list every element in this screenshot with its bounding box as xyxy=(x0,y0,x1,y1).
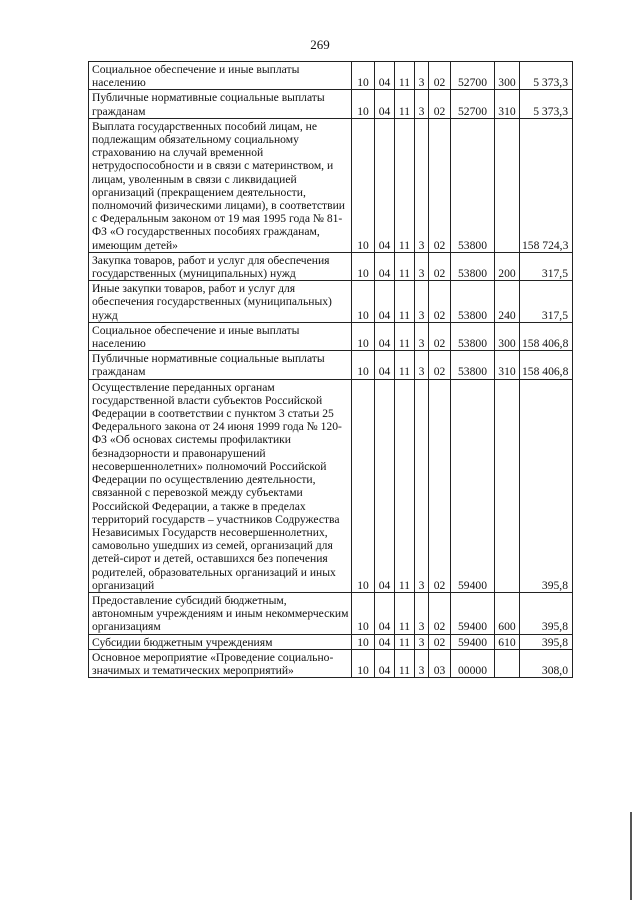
direction-code: 59400 xyxy=(451,379,495,592)
item-name: Публичные нормативные социальные выплаты гражданам xyxy=(92,352,325,379)
item-name: Предоставление субсидий бюджетным, автономным учреждениям и иным некоммерческим организациям xyxy=(92,593,349,634)
item-name: Основное мероприятие «Проведение социально-значимых и тематических мероприятий» xyxy=(92,650,334,677)
subsection-code: 04 xyxy=(375,281,395,323)
table-row xyxy=(89,90,573,118)
subprogram-code: 3 xyxy=(415,649,429,677)
direction-code: 52700 xyxy=(451,90,495,118)
section-code: 10 xyxy=(352,62,375,90)
item-name: Социальное обеспечение и иные выплаты населению xyxy=(92,63,300,90)
subprogram-code: 3 xyxy=(415,322,429,350)
expense-type-code xyxy=(495,118,520,252)
activity-code: 02 xyxy=(429,252,451,280)
table-row xyxy=(89,351,573,379)
activity-code: 02 xyxy=(429,351,451,379)
table-row xyxy=(89,592,573,634)
subsection-code: 04 xyxy=(375,62,395,90)
program-code: 11 xyxy=(395,379,415,592)
item-name: Социальное обеспечение и иные выплаты населению xyxy=(92,323,300,351)
program-code: 11 xyxy=(395,90,415,118)
amount-value: 158 406,8 xyxy=(520,351,573,379)
program-code: 11 xyxy=(395,118,415,252)
item-name-cell xyxy=(89,379,352,592)
table-row xyxy=(89,322,573,350)
subsection-code: 04 xyxy=(375,649,395,677)
program-code: 11 xyxy=(395,592,415,634)
page-number: 269 xyxy=(310,37,330,52)
item-name: Субсидии бюджетным учреждениям xyxy=(92,635,273,649)
amount-value: 317,5 xyxy=(520,252,573,280)
direction-code: 53800 xyxy=(451,351,495,379)
item-name-cell xyxy=(89,281,352,323)
expense-type-code: 300 xyxy=(495,62,520,90)
amount-value: 5 373,3 xyxy=(520,62,573,90)
subsection-code: 04 xyxy=(375,90,395,118)
program-code: 11 xyxy=(395,322,415,350)
direction-code: 53800 xyxy=(451,281,495,323)
section-code: 10 xyxy=(352,592,375,634)
direction-code: 59400 xyxy=(451,592,495,634)
expense-type-code: 300 xyxy=(495,322,520,350)
program-code: 11 xyxy=(395,351,415,379)
subprogram-code: 3 xyxy=(415,592,429,634)
subsection-code: 04 xyxy=(375,351,395,379)
expense-type-code xyxy=(495,379,520,592)
subprogram-code: 3 xyxy=(415,351,429,379)
subprogram-code: 3 xyxy=(415,62,429,90)
amount-value: 308,0 xyxy=(520,649,573,677)
direction-code: 00000 xyxy=(451,649,495,677)
table-row xyxy=(89,649,573,677)
activity-code: 03 xyxy=(429,649,451,677)
program-code: 11 xyxy=(395,281,415,323)
subsection-code: 04 xyxy=(375,592,395,634)
activity-code: 02 xyxy=(429,90,451,118)
activity-code: 02 xyxy=(429,62,451,90)
section-code: 10 xyxy=(352,379,375,592)
expense-type-code: 200 xyxy=(495,252,520,280)
subprogram-code: 3 xyxy=(415,252,429,280)
section-code: 10 xyxy=(352,351,375,379)
table-row xyxy=(89,252,573,280)
direction-code: 53800 xyxy=(451,252,495,280)
activity-code: 02 xyxy=(429,118,451,252)
amount-value: 158 406,8 xyxy=(520,322,573,350)
expense-type-code: 600 xyxy=(495,592,520,634)
expense-type-code: 310 xyxy=(495,90,520,118)
item-name-cell xyxy=(89,252,352,280)
item-name-cell xyxy=(89,90,352,118)
amount-value: 395,8 xyxy=(520,634,573,649)
amount-value: 158 724,3 xyxy=(520,118,573,252)
subsection-code: 04 xyxy=(375,379,395,592)
activity-code: 02 xyxy=(429,379,451,592)
amount-value: 395,8 xyxy=(520,592,573,634)
table-row xyxy=(89,118,573,252)
item-name: Иные закупки товаров, работ и услуг для обеспечения государственных (муниципальных) нужд xyxy=(92,282,332,322)
program-code: 11 xyxy=(395,649,415,677)
item-name-cell xyxy=(89,62,352,90)
table-row xyxy=(89,281,573,323)
scan-edge-mark xyxy=(630,812,632,900)
amount-value: 395,8 xyxy=(520,379,573,592)
section-code: 10 xyxy=(352,252,375,280)
subsection-code: 04 xyxy=(375,634,395,649)
item-name: Выплата государственных пособий лицам, не подлежащим обязательному социальному страхованию на случай временной нетрудоспособности и в связи с материнством, и лицам, уволенным в связи с ликвидацией организаций (прекращением деятельности, полномочий физическими лицами), в соответствии с Федеральным законом от 19 мая 1995 года № 81-ФЗ «О государственных пособиях гражданам, имеющим детей» xyxy=(92,119,345,252)
item-name-cell xyxy=(89,322,352,350)
direction-code: 53800 xyxy=(451,118,495,252)
item-name: Публичные нормативные социальные выплаты гражданам xyxy=(92,91,325,118)
section-code: 10 xyxy=(352,322,375,350)
item-name-cell xyxy=(89,592,352,634)
expense-type-code: 310 xyxy=(495,351,520,379)
expense-type-code xyxy=(495,649,520,677)
direction-code: 59400 xyxy=(451,634,495,649)
subsection-code: 04 xyxy=(375,252,395,280)
subsection-code: 04 xyxy=(375,118,395,252)
expense-type-code: 240 xyxy=(495,281,520,323)
section-code: 10 xyxy=(352,118,375,252)
amount-value: 317,5 xyxy=(520,281,573,323)
item-name-cell xyxy=(89,351,352,379)
direction-code: 52700 xyxy=(451,62,495,90)
item-name: Осуществление переданных органам государственной власти субъектов Российской Федерации в соответствии с пунктом 3 статьи 25 Федерального закона от 24 июня 1999 года № 120-ФЗ «Об основах системы профилактики безнадзорности и правонарушений несовершеннолетних» полномочий Российской Федерации по осуществлению деятельности, связанной с перевозкой между субъектами Российской Федерации, а также в пределах территорий государств – участников Содружества Независимых Государств несовершеннолетних, самовольно ушедших из семей, организаций для детей-сирот и детей, оставшихся без попечения родителей, образовательных организаций и иных организаций xyxy=(92,380,342,592)
amount-value: 5 373,3 xyxy=(520,90,573,118)
budget-table xyxy=(88,61,573,678)
program-code: 11 xyxy=(395,62,415,90)
section-code: 10 xyxy=(352,634,375,649)
expense-type-code: 610 xyxy=(495,634,520,649)
program-code: 11 xyxy=(395,252,415,280)
activity-code: 02 xyxy=(429,281,451,323)
activity-code: 02 xyxy=(429,322,451,350)
section-code: 10 xyxy=(352,281,375,323)
subprogram-code: 3 xyxy=(415,118,429,252)
activity-code: 02 xyxy=(429,634,451,649)
subsection-code: 04 xyxy=(375,322,395,350)
item-name-cell xyxy=(89,118,352,252)
activity-code: 02 xyxy=(429,592,451,634)
table-row xyxy=(89,379,573,592)
section-code: 10 xyxy=(352,649,375,677)
section-code: 10 xyxy=(352,90,375,118)
program-code: 11 xyxy=(395,634,415,649)
item-name-cell xyxy=(89,634,352,649)
subprogram-code: 3 xyxy=(415,634,429,649)
item-name-cell xyxy=(89,649,352,677)
direction-code: 53800 xyxy=(451,322,495,350)
table-body xyxy=(89,62,573,678)
table-row xyxy=(89,634,573,649)
subprogram-code: 3 xyxy=(415,281,429,323)
subprogram-code: 3 xyxy=(415,90,429,118)
item-name: Закупка товаров, работ и услуг для обеспечения государственных (муниципальных) нужд xyxy=(92,253,330,281)
table-row xyxy=(89,62,573,90)
subprogram-code: 3 xyxy=(415,379,429,592)
